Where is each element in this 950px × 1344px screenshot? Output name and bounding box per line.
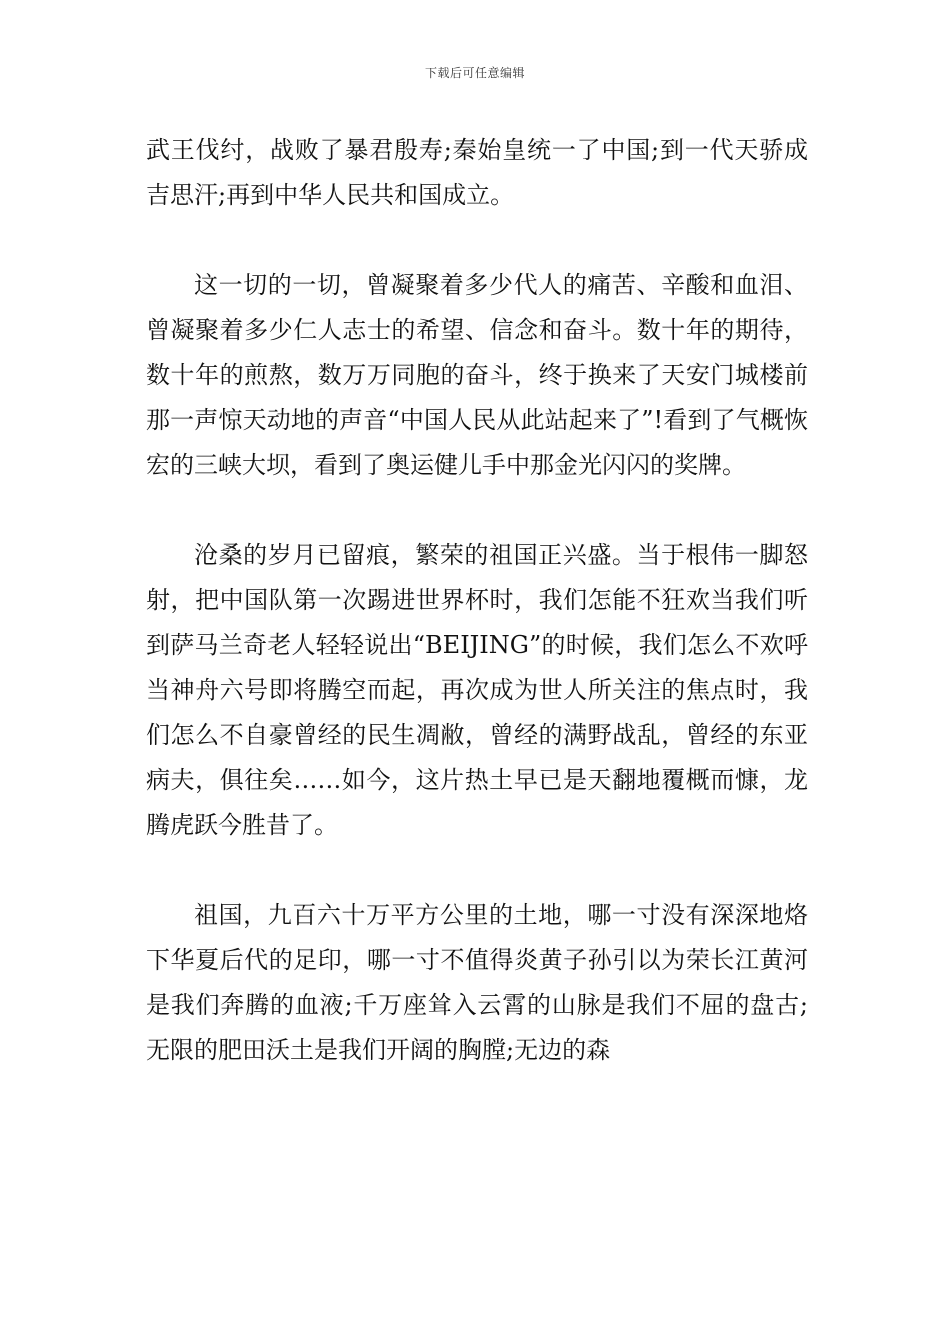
page-header: 下载后可任意编辑 [424,66,525,80]
paragraph-4: 祖国，九百六十万平方公里的土地，哪一寸没有深深地烙下华夏后代的足印，哪一寸不值得炎黄子孙引以为荣长江黄河是我们奔腾的血液;千万座耸入云霄的山脉是我们不屈的盘古;无限的肥田沃土是我们开阔的胸膛;无边的森 [146,901,808,1064]
document-body [146,128,808,1118]
paragraph-2: 这一切的一切，曾凝聚着多少代人的痛苦、辛酸和血泪、曾凝聚着多少仁人志士的希望、信念和奋斗。数十年的期待，数十年的煎熬，数万万同胞的奋斗，终于换来了天安门城楼前那一声惊天动地的声音“中国人民从此站起来了”!看到了气概恢宏的三峡大坝，看到了奥运健儿手中那金光闪闪的奖牌。 [146,271,808,479]
paragraph-3: 沧桑的岁月已留痕，繁荣的祖国正兴盛。当于根伟一脚怒射，把中国队第一次踢进世界杯时，我们怎能不狂欢当我们听到萨马兰奇老人轻轻说出“BEIJING”的时候，我们怎么不欢呼当神舟六号即将腾空而起，再次成为世人所关注的焦点时，我们怎么不自豪曾经的民生凋敝，曾经的满野战乱，曾经的东亚病夫，俱往矣……如今，这片热土早已是天翻地覆概而慷，龙腾虎跃今胜昔了。 [146,541,808,839]
paragraph-1: 武王伐纣，战败了暴君殷寿;秦始皇统一了中国;到一代天骄成吉思汗;再到中华人民共和国成立。 [146,136,808,209]
